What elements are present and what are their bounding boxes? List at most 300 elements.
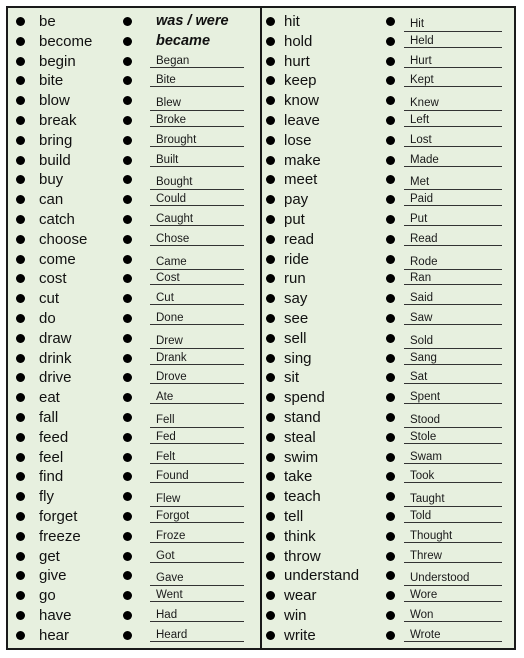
answer-underline	[150, 225, 244, 226]
past-tense-answer[interactable]: Heard	[156, 628, 188, 641]
base-verb: feed	[39, 428, 69, 446]
bullet-icon	[16, 472, 25, 481]
bullet-icon	[16, 76, 25, 85]
bullet-icon	[386, 571, 395, 580]
bullet-icon	[16, 433, 25, 442]
answer-underline	[404, 542, 502, 543]
past-tense-answer[interactable]: Took	[410, 470, 435, 483]
answer-underline	[150, 621, 244, 622]
bullet-icon	[123, 156, 132, 165]
past-tense-answer[interactable]: Came	[156, 255, 187, 268]
past-tense-answer[interactable]: Swam	[410, 450, 442, 463]
past-tense-answer[interactable]: Made	[410, 153, 439, 166]
base-verb: cut	[39, 290, 60, 308]
past-tense-answer[interactable]: Stood	[410, 413, 441, 426]
past-tense-answer[interactable]: Spent	[410, 391, 441, 404]
bullet-icon	[266, 393, 275, 402]
bullet-icon	[386, 255, 395, 264]
answer-underline	[150, 601, 244, 602]
verb-row	[262, 467, 514, 487]
base-verb: keep	[284, 72, 317, 90]
answer-underline	[404, 482, 502, 483]
past-tense-answer[interactable]: Saw	[410, 311, 433, 324]
verb-row	[8, 467, 260, 487]
verb-row	[262, 170, 514, 190]
past-tense-answer[interactable]: Paid	[410, 193, 434, 206]
bullet-icon	[266, 136, 275, 145]
bullet-icon	[123, 274, 132, 283]
bullet-icon	[16, 195, 25, 204]
verb-row	[262, 448, 514, 468]
bullet-icon	[386, 136, 395, 145]
bullet-icon	[266, 453, 275, 462]
answer-underline	[404, 403, 502, 404]
answer-underline	[404, 304, 502, 305]
base-verb: hit	[284, 13, 300, 30]
answer-underline	[404, 443, 502, 444]
base-verb: blow	[39, 92, 70, 110]
bullet-icon	[16, 274, 25, 283]
base-verb: see	[284, 309, 309, 327]
verb-row	[262, 269, 514, 289]
bullet-icon	[266, 334, 275, 343]
answer-underline	[150, 86, 244, 87]
past-tense-answer[interactable]: Could	[156, 193, 187, 206]
past-tense-answer[interactable]: Threw	[410, 549, 442, 562]
answer-underline	[150, 245, 244, 246]
answer-underline	[150, 364, 244, 365]
bullet-icon	[16, 571, 25, 580]
base-verb: know	[284, 92, 320, 110]
answer-underline	[150, 641, 244, 642]
base-verb: think	[284, 527, 316, 545]
past-tense-answer[interactable]: Sat	[410, 371, 428, 384]
bullet-icon	[266, 294, 275, 303]
bullet-icon	[123, 136, 132, 145]
answer-underline	[150, 482, 244, 483]
bullet-icon	[123, 373, 132, 382]
past-tense-answer[interactable]: Cost	[156, 272, 180, 285]
verb-row	[262, 289, 514, 309]
past-tense-answer[interactable]: Bite	[156, 74, 176, 87]
base-verb: come	[39, 250, 76, 268]
past-tense-answer[interactable]: Stole	[410, 430, 437, 443]
verb-row	[262, 52, 514, 72]
bullet-icon	[123, 512, 132, 521]
bullet-icon	[123, 215, 132, 224]
past-tense-answer[interactable]: Froze	[156, 529, 186, 542]
verb-row	[8, 408, 260, 428]
verb-row	[262, 71, 514, 91]
answer-underline	[150, 403, 244, 404]
verb-row	[262, 250, 514, 270]
bullet-icon	[386, 552, 395, 561]
answer-underline	[150, 166, 244, 167]
answer-underline	[404, 245, 502, 246]
past-tense-answer[interactable]: Broke	[156, 113, 187, 126]
verb-row	[8, 448, 260, 468]
bullet-icon	[123, 571, 132, 580]
bullet-icon	[123, 235, 132, 244]
bullet-icon	[16, 215, 25, 224]
answer-underline	[404, 522, 502, 523]
bullet-icon	[266, 274, 275, 283]
bullet-icon	[266, 472, 275, 481]
bullet-icon	[123, 354, 132, 363]
bullet-icon	[386, 235, 395, 244]
answer-underline	[404, 364, 502, 365]
bullet-icon	[123, 453, 132, 462]
bullet-icon	[16, 116, 25, 125]
bullet-icon	[386, 96, 395, 105]
bullet-icon	[16, 314, 25, 323]
past-tense-answer[interactable]: Taught	[410, 493, 445, 506]
base-verb: hold	[284, 32, 313, 50]
verb-row	[8, 289, 260, 309]
answer-underline	[404, 205, 502, 206]
base-verb: begin	[39, 52, 76, 70]
past-tense-answer[interactable]: Flew	[156, 493, 181, 506]
verb-row	[8, 507, 260, 527]
bullet-icon	[123, 413, 132, 422]
past-tense-answer[interactable]: Rode	[410, 255, 438, 268]
bullet-icon	[16, 591, 25, 600]
base-verb: wear	[284, 587, 317, 605]
bullet-icon	[386, 532, 395, 541]
bullet-icon	[16, 96, 25, 105]
bullet-icon	[386, 195, 395, 204]
past-tense-answer[interactable]: Forgot	[156, 509, 190, 522]
bullet-icon	[266, 552, 275, 561]
past-tense-answer[interactable]: Done	[156, 311, 184, 324]
past-tense-answer[interactable]: Ran	[410, 272, 432, 285]
past-tense-answer[interactable]: Fed	[156, 430, 176, 443]
base-verb: make	[284, 151, 321, 169]
verb-row	[262, 586, 514, 606]
base-verb: build	[39, 151, 71, 169]
past-tense-example: became	[156, 32, 211, 49]
verb-row	[262, 210, 514, 230]
verb-row	[8, 606, 260, 626]
base-verb: say	[284, 290, 308, 308]
base-verb: put	[284, 210, 305, 228]
past-tense-answer[interactable]: Read	[410, 232, 438, 245]
base-verb: catch	[39, 210, 75, 228]
base-verb: do	[39, 309, 56, 327]
past-tense-answer[interactable]: Met	[410, 176, 430, 189]
bullet-icon	[386, 512, 395, 521]
verb-row	[262, 527, 514, 547]
base-verb: hear	[39, 626, 70, 644]
base-verb: buy	[39, 171, 64, 189]
past-tense-answer[interactable]: Got	[156, 549, 175, 562]
bullet-icon	[123, 492, 132, 501]
verb-row	[262, 547, 514, 567]
verb-row	[262, 606, 514, 626]
left-column	[8, 12, 260, 646]
past-tense-answer[interactable]: Cut	[156, 292, 174, 305]
verb-row	[262, 408, 514, 428]
bullet-icon	[123, 591, 132, 600]
answer-underline	[404, 284, 502, 285]
past-tense-answer[interactable]: Sang	[410, 351, 437, 364]
bullet-icon	[266, 591, 275, 600]
base-verb: go	[39, 587, 56, 605]
right-column	[262, 12, 514, 646]
verb-row	[262, 151, 514, 171]
base-verb: stand	[284, 408, 321, 426]
bullet-icon	[386, 314, 395, 323]
bullet-icon	[386, 57, 395, 66]
answer-underline	[404, 146, 502, 147]
answer-underline	[150, 443, 244, 444]
bullet-icon	[266, 571, 275, 580]
past-tense-answer[interactable]: Won	[410, 608, 434, 621]
past-tense-answer[interactable]: Fell	[156, 413, 175, 426]
verb-row	[8, 309, 260, 329]
bullet-icon	[16, 631, 25, 640]
answer-underline	[150, 324, 244, 325]
verb-row	[8, 91, 260, 111]
past-tense-answer[interactable]: Put	[410, 212, 428, 225]
answer-underline	[404, 463, 502, 464]
bullet-icon	[16, 413, 25, 422]
past-tense-answer[interactable]: Had	[156, 608, 178, 621]
bullet-icon	[386, 37, 395, 46]
answer-underline	[150, 522, 244, 523]
past-tense-answer[interactable]: Found	[156, 470, 189, 483]
past-tense-answer[interactable]: Said	[410, 292, 434, 305]
past-tense-answer[interactable]: Sold	[410, 334, 434, 347]
past-tense-answer[interactable]: Gave	[156, 572, 184, 585]
bullet-icon	[266, 76, 275, 85]
bullet-icon	[386, 631, 395, 640]
bullet-icon	[266, 631, 275, 640]
bullet-icon	[386, 156, 395, 165]
answer-underline	[404, 621, 502, 622]
verb-row	[262, 32, 514, 52]
answer-underline	[404, 126, 502, 127]
verb-row	[8, 71, 260, 91]
bullet-icon	[386, 354, 395, 363]
answer-underline	[404, 324, 502, 325]
past-tense-answer[interactable]: Went	[156, 589, 183, 602]
bullet-icon	[266, 354, 275, 363]
past-tense-answer[interactable]: Thought	[410, 529, 453, 542]
verb-row	[262, 428, 514, 448]
verb-row	[262, 309, 514, 329]
bullet-icon	[16, 334, 25, 343]
bullet-icon	[123, 57, 132, 66]
verb-row	[8, 428, 260, 448]
past-tense-answer[interactable]: Chose	[156, 232, 190, 245]
bullet-icon	[266, 532, 275, 541]
bullet-icon	[386, 175, 395, 184]
past-tense-answer[interactable]: Drove	[156, 371, 187, 384]
verb-row	[262, 329, 514, 349]
bullet-icon	[16, 532, 25, 541]
bullet-icon	[266, 116, 275, 125]
bullet-icon	[386, 492, 395, 501]
bullet-icon	[266, 373, 275, 382]
verb-row	[8, 368, 260, 388]
answer-underline	[150, 126, 244, 127]
past-tense-answer[interactable]: Told	[410, 509, 432, 522]
past-tense-answer[interactable]: Blew	[156, 97, 181, 110]
answer-underline	[150, 67, 244, 68]
base-verb: swim	[284, 448, 319, 466]
bullet-icon	[16, 354, 25, 363]
bullet-icon	[123, 96, 132, 105]
answer-underline	[150, 146, 244, 147]
verb-row	[8, 269, 260, 289]
past-tense-answer[interactable]: Left	[410, 113, 430, 126]
bullet-icon	[16, 136, 25, 145]
base-verb: steal	[284, 428, 316, 446]
past-tense-answer[interactable]: Knew	[410, 97, 439, 110]
past-tense-answer[interactable]: Wore	[410, 589, 438, 602]
base-verb: give	[39, 567, 67, 585]
base-verb: become	[39, 32, 93, 50]
base-verb: bite	[39, 72, 64, 90]
bullet-icon	[16, 57, 25, 66]
bullet-icon	[266, 512, 275, 521]
bullet-icon	[386, 433, 395, 442]
past-tense-answer[interactable]: Drew	[156, 334, 183, 347]
base-verb: draw	[39, 329, 72, 347]
base-verb: get	[39, 547, 60, 565]
base-verb: write	[284, 626, 316, 644]
bullet-icon	[123, 472, 132, 481]
bullet-icon	[386, 334, 395, 343]
answer-underline	[150, 562, 244, 563]
verb-row	[262, 190, 514, 210]
bullet-icon	[123, 76, 132, 85]
verb-row	[8, 131, 260, 151]
past-tense-answer[interactable]: Understood	[410, 572, 470, 585]
bullet-icon	[123, 334, 132, 343]
verb-row	[8, 349, 260, 369]
bullet-icon	[16, 611, 25, 620]
base-verb: be	[39, 13, 56, 30]
verb-row	[8, 487, 260, 507]
answer-underline	[150, 463, 244, 464]
base-verb: tell	[284, 507, 304, 525]
bullet-icon	[266, 17, 275, 26]
bullet-icon	[16, 255, 25, 264]
past-tense-answer[interactable]: Felt	[156, 450, 176, 463]
base-verb: freeze	[39, 527, 81, 545]
verb-row	[8, 190, 260, 210]
bullet-icon	[266, 175, 275, 184]
past-tense-answer[interactable]: Wrote	[410, 628, 441, 641]
bullet-icon	[266, 37, 275, 46]
answer-underline	[404, 383, 502, 384]
verb-row	[8, 547, 260, 567]
verb-row	[262, 566, 514, 586]
bullet-icon	[16, 175, 25, 184]
bullet-icon	[16, 373, 25, 382]
bullet-icon	[123, 17, 132, 26]
base-verb: eat	[39, 389, 60, 407]
bullet-icon	[16, 235, 25, 244]
bullet-icon	[386, 215, 395, 224]
bullet-icon	[123, 255, 132, 264]
base-verb: ride	[284, 250, 310, 268]
past-tense-answer[interactable]: Drank	[156, 351, 187, 364]
bullet-icon	[386, 373, 395, 382]
bullet-icon	[16, 453, 25, 462]
answer-underline	[150, 542, 244, 543]
bullet-icon	[386, 294, 395, 303]
base-verb: forget	[39, 507, 78, 525]
answer-underline	[404, 641, 502, 642]
base-verb: sit	[284, 369, 299, 387]
past-tense-example: was / were	[156, 13, 229, 29]
base-verb: hurt	[284, 52, 310, 70]
bullet-icon	[266, 235, 275, 244]
verb-row	[262, 230, 514, 250]
past-tense-answer[interactable]: Began	[156, 54, 190, 67]
past-tense-answer[interactable]: Held	[410, 34, 434, 47]
bullet-icon	[123, 433, 132, 442]
bullet-icon	[386, 413, 395, 422]
bullet-icon	[16, 552, 25, 561]
bullet-icon	[266, 57, 275, 66]
answer-underline	[150, 304, 244, 305]
past-tense-answer[interactable]: Hurt	[410, 54, 432, 67]
verb-row	[262, 487, 514, 507]
verb-worksheet	[6, 6, 516, 650]
past-tense-answer[interactable]: Lost	[410, 133, 432, 146]
bullet-icon	[386, 591, 395, 600]
base-verb: fly	[39, 488, 54, 506]
past-tense-answer[interactable]: Caught	[156, 212, 194, 225]
base-verb: can	[39, 191, 64, 209]
verb-row	[262, 131, 514, 151]
base-verb: pay	[284, 191, 309, 209]
answer-underline	[404, 601, 502, 602]
base-verb: spend	[284, 389, 325, 407]
bullet-icon	[123, 314, 132, 323]
base-verb: choose	[39, 230, 88, 248]
past-tense-answer[interactable]: Ate	[156, 391, 174, 404]
verb-row	[262, 626, 514, 646]
verb-row	[262, 388, 514, 408]
past-tense-answer[interactable]: Built	[156, 153, 179, 166]
verb-row	[262, 111, 514, 131]
past-tense-answer[interactable]: Bought	[156, 176, 193, 189]
past-tense-answer[interactable]: Brought	[156, 133, 197, 146]
verb-row	[8, 151, 260, 171]
bullet-icon	[266, 611, 275, 620]
verb-row	[262, 368, 514, 388]
verb-row	[8, 250, 260, 270]
bullet-icon	[123, 393, 132, 402]
bullet-icon	[266, 492, 275, 501]
bullet-icon	[123, 611, 132, 620]
answer-underline	[404, 225, 502, 226]
bullet-icon	[16, 393, 25, 402]
base-verb: drink	[39, 349, 72, 367]
bullet-icon	[123, 552, 132, 561]
answer-underline	[404, 47, 502, 48]
bullet-icon	[266, 413, 275, 422]
past-tense-answer[interactable]: Kept	[410, 74, 434, 87]
past-tense-answer[interactable]: Hit	[410, 18, 425, 30]
base-verb: lose	[284, 131, 312, 149]
verb-row	[8, 388, 260, 408]
